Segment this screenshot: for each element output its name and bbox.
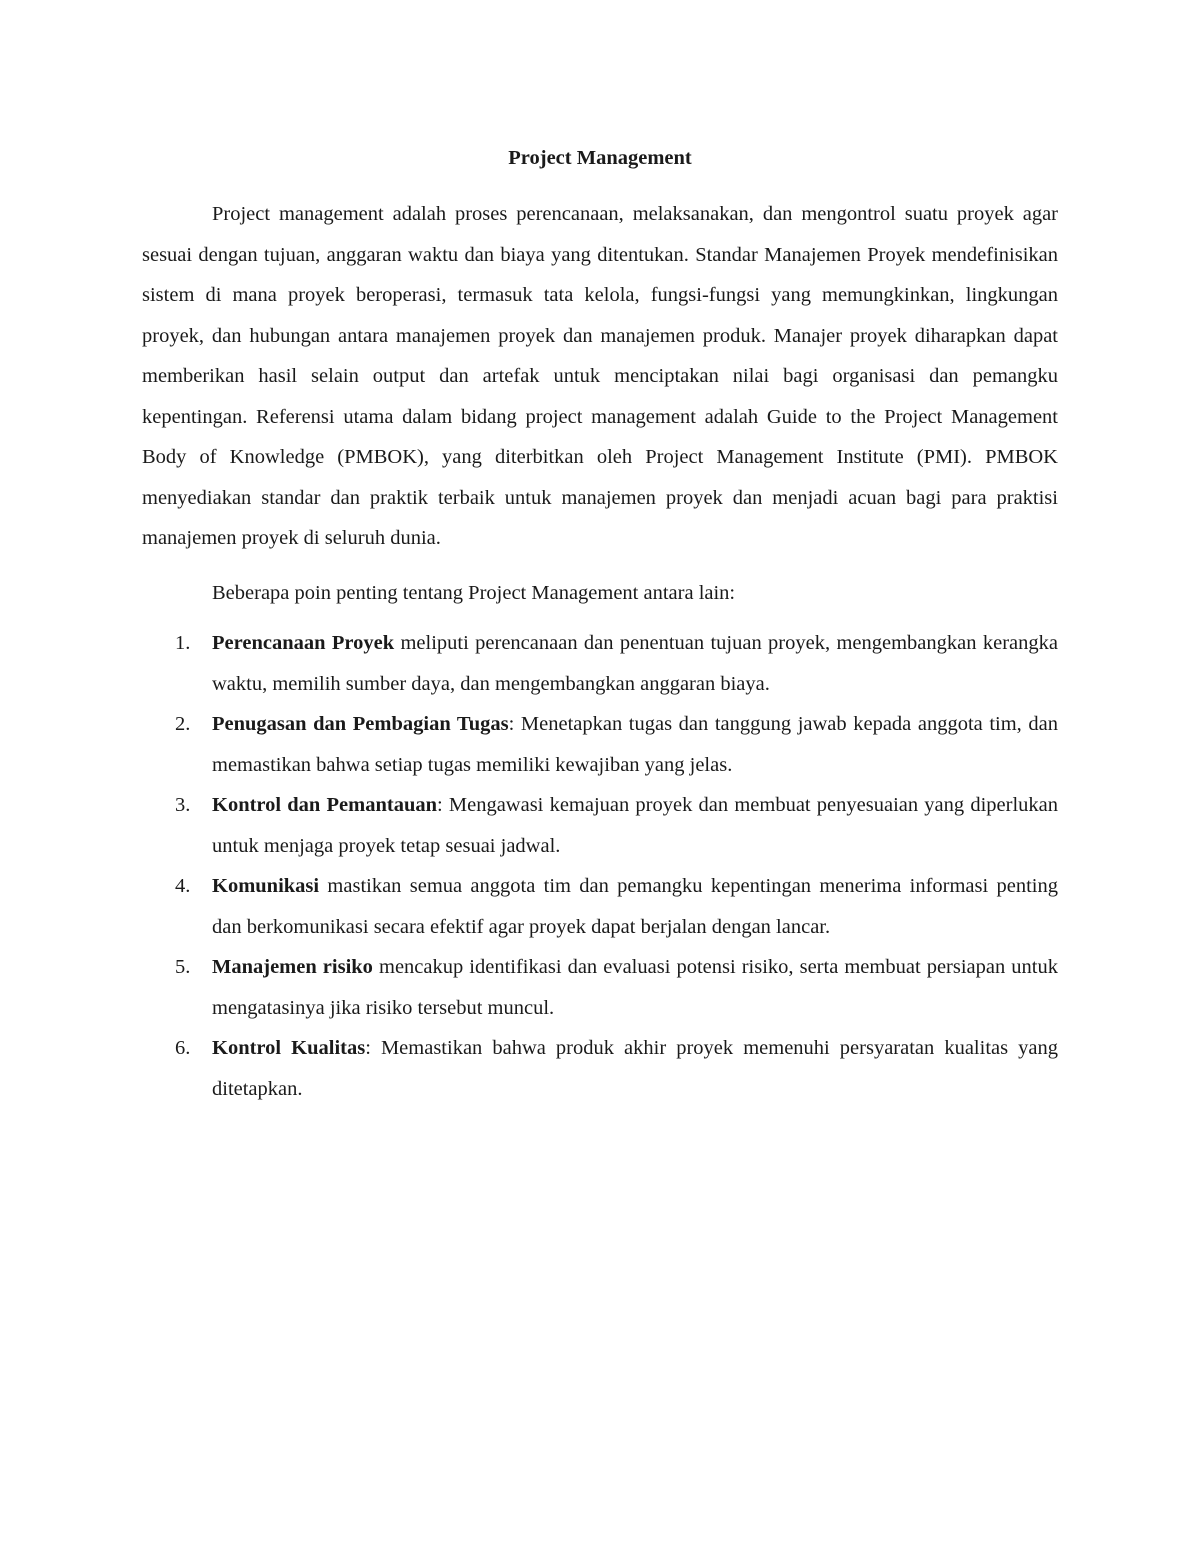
list-item-text: : Menetapkan tugas dan tanggung jawab kepada anggota tim, dan memastikan bahwa setiap tugas memiliki kewajiban yang jelas. [212, 713, 1058, 776]
document-title: Project Management [508, 147, 692, 169]
list-item-term: Kontrol Kualitas [212, 1037, 366, 1059]
list-item-term: Komunikasi [212, 875, 320, 897]
list-item-text: mencakup identifikasi dan evaluasi potensi risiko, serta membuat persiapan untuk mengatasinya jika risiko tersebut muncul. [212, 956, 1059, 1019]
list-item [142, 947, 1058, 1028]
list-item [142, 785, 1058, 866]
document-page [142, 138, 1058, 1109]
list-intro: Beberapa poin penting tentang Project Management antara lain: [212, 581, 736, 604]
list-item-term: Kontrol dan Pemantauan [212, 794, 437, 816]
list-item-term: Penugasan dan Pembagian Tugas [212, 713, 509, 735]
list-item [142, 623, 1058, 704]
list-item-text: : Mengawasi kemajuan proyek dan membuat penyesuaian yang diperlukan untuk menjaga proyek tetap sesuai jadwal. [212, 794, 1058, 857]
list-item-number: 3. [175, 794, 191, 816]
list-item-term: Manajemen risiko [212, 956, 373, 978]
list-item-number: 6. [175, 1037, 191, 1059]
list-item-number: 2. [175, 713, 191, 735]
list-item-number: 1. [175, 632, 191, 654]
list-item [142, 1028, 1058, 1109]
list-item-term: Perencanaan Proyek [212, 632, 395, 654]
list-item-number: 5. [175, 956, 191, 978]
key-points-list [142, 623, 1058, 1109]
list-item-text: mastikan semua anggota tim dan pemangku kepentingan menerima informasi penting dan berkomunikasi secara efektif agar proyek dapat berjalan dengan lancar. [212, 875, 1058, 938]
list-item-number: 4. [175, 875, 191, 897]
list-item-text: : Memastikan bahwa produk akhir proyek memenuhi persyaratan kualitas yang ditetapkan. [212, 1037, 1059, 1100]
list-item [142, 866, 1058, 947]
body-paragraph: Project management adalah proses perencanaan, melaksanakan, dan mengontrol suatu proyek agar sesuai dengan tujuan, anggaran waktu dan biaya yang ditentukan. Standar Manajemen Proyek mendefinisikan sistem di mana proyek beroperasi, termasuk tata kelola, fungsi-fungsi yang memungkinkan, lingkungan proyek, dan hubungan antara manajemen proyek dan manajemen produk. Manajer proyek diharapkan dapat memberikan hasil selain output dan artefak untuk menciptakan nilai bagi organisasi dan pemangku kepentingan. Referensi utama dalam bidang project management adalah Guide to the Project Management Body of Knowledge (PMBOK), yang diterbitkan oleh Project Management Institute (PMI). PMBOK menyediakan standar dan praktik terbaik untuk manajemen proyek dan menjadi acuan bagi para praktisi manajemen proyek di seluruh dunia. [142, 203, 1058, 549]
list-item [142, 704, 1058, 785]
list-item-text: meliputi perencanaan dan penentuan tujuan proyek, mengembangkan kerangka waktu, memilih sumber daya, dan mengembangkan anggaran biaya. [212, 632, 1058, 695]
